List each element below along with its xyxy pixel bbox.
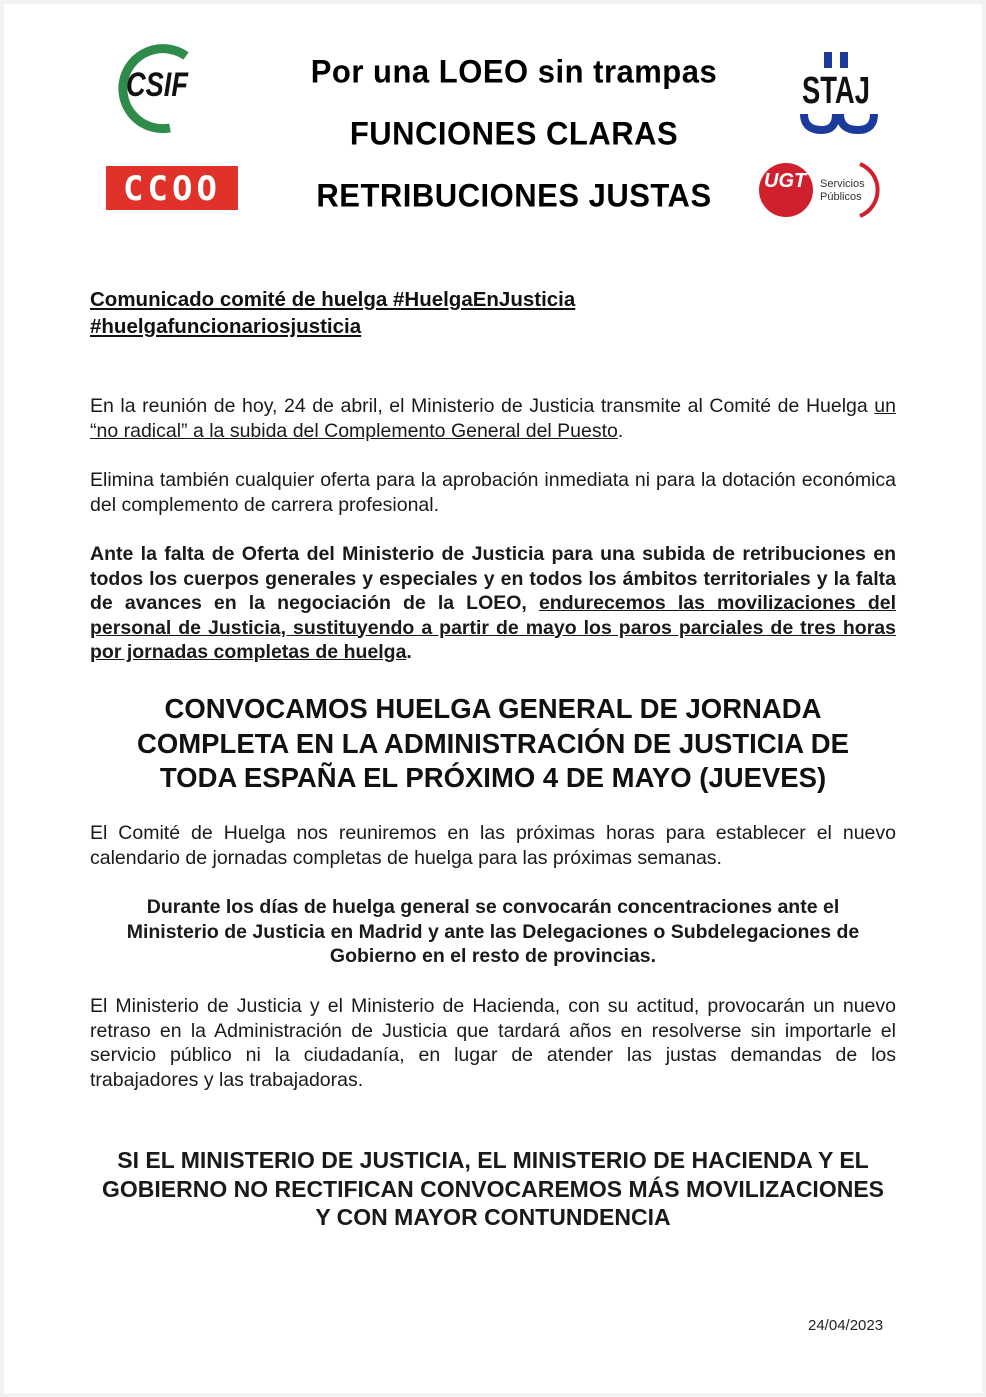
- paragraph-1: En la reunión de hoy, 24 de abril, el Ministerio de Justicia transmite al Comité de Huelga un “no radical” a la subida del Complemento General del Puesto.: [90, 395, 896, 442]
- document-page: [4, 4, 982, 1393]
- document-date: 24/04/2023: [808, 1317, 884, 1334]
- paragraph-3: Ante la falta de Oferta del Ministerio de Justicia para una subida de retribuciones en todos los cuerpos generales y especiales y en todos los ámbitos territoriales y la falta de avances en la negociación de la LOEO, endurecemos las movilizaciones del personal de Justicia, sustituyendo a partir de mayo los paros parciales de tres horas por jornadas completas de huelga.: [90, 543, 896, 663]
- paragraph-4: El Comité de Huelga nos reuniremos en las próximas horas para establecer el nuevo calendario de jornadas completas de huelga para las próximas semanas.: [90, 822, 896, 869]
- paragraph-6: El Ministerio de Justicia y el Ministerio de Hacienda, con su actitud, provocarán un nuevo retraso en la Administración de Justicia que tardará años en resolverse sin importarle el servicio público ni la ciudadanía, en lugar de atender las justas demandas de los trabajadores y las trabajadoras.: [90, 995, 896, 1091]
- header-line-2: FUNCIONES CLARAS: [349, 115, 679, 152]
- closing-statement: SI EL MINISTERIO DE JUSTICIA, EL MINISTERIO DE HACIENDA Y EL GOBIERNO NO RECTIFICAN CONVOCAREMOS MÁS MOVILIZACIONES Y CON MAYOR CONTUNDENCIA: [101, 1147, 885, 1230]
- ugt-logo: UGT Servicios Públicos: [756, 160, 886, 220]
- subject-line-1: Comunicado comité de huelga #HuelgaEnJusticia: [90, 288, 576, 311]
- paragraph-2: Elimina también cualquier oferta para la aprobación inmediata ni para la dotación económica del complemento de carrera profesional.: [90, 469, 896, 516]
- csif-logo: CSIF: [104, 44, 214, 134]
- paragraph-5: Durante los días de huelga general se convocarán concentraciones ante el Ministerio de Justicia en Madrid y ante las Delegaciones o Subdelegaciones de Gobierno en el resto de provincias.: [126, 896, 860, 967]
- header-line-3: RETRIBUCIONES JUSTAS: [316, 177, 712, 214]
- ccoo-logo: CCOO: [106, 166, 238, 210]
- header-line-1: Por una LOEO sin trampas: [310, 53, 718, 90]
- staj-logo: STAJ: [796, 50, 882, 134]
- strike-headline: CONVOCAMOS HUELGA GENERAL DE JORNADA COMPLETA EN LA ADMINISTRACIÓN DE JUSTICIA DE TODA ESPAÑA EL PRÓXIMO 4 DE MAYO (JUEVES): [137, 693, 849, 793]
- subject-line-2: #huelgafuncionariosjusticia: [90, 315, 362, 338]
